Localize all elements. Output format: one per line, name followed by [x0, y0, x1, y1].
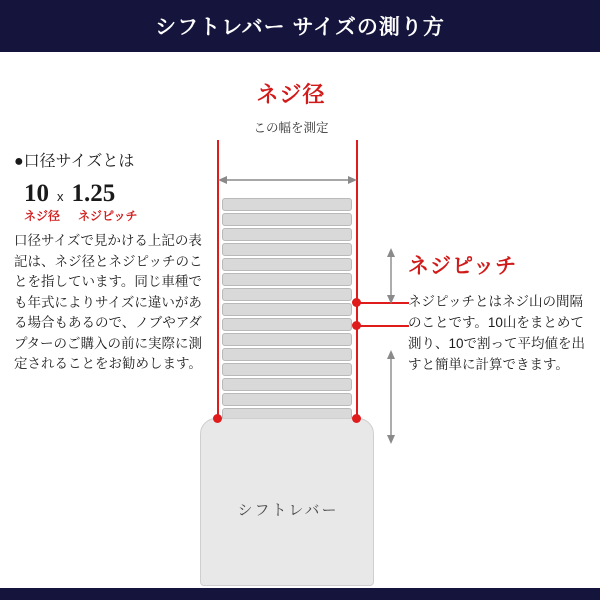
left-description-paragraph: 口径サイズで見かける上記の表記は、ネジ径とネジピッチのことを指しています。同じ車種でも年式によりサイズに違いがある場合もあるので、ノブやアダプターのご購入の前に実際に測定されることをお勧めします。: [14, 233, 203, 372]
size-separator: x: [57, 189, 64, 204]
thread-segment: [222, 228, 352, 241]
neji-kei-title: ネジ径: [256, 82, 326, 107]
double-arrow-vertical-icon: [382, 248, 400, 444]
page-title: シフトレバー サイズの測り方: [155, 16, 445, 39]
thread-segment: [222, 273, 352, 286]
thread-segment: [222, 378, 352, 391]
size-label-neji-pitch: ネジピッチ: [78, 209, 138, 223]
size-label-neji-kei: ネジ径: [24, 209, 61, 223]
thread-segment: [222, 288, 352, 301]
right-description-paragraph: ネジピッチとはネジ山の間隔のことです。10山をまとめて測り、10で割って平均値を出すと簡単に計算できます。: [408, 294, 586, 372]
size-major-value: 10: [24, 180, 49, 207]
size-example: [24, 181, 204, 206]
thread-segment: [222, 363, 352, 376]
thread-segment: [222, 198, 352, 211]
thread-segment: [222, 393, 352, 406]
shift-lever-body: [200, 418, 374, 586]
thread-segment: [222, 243, 352, 256]
measure-point-dot-icon: [213, 414, 222, 423]
thread-stack: [222, 198, 352, 418]
thread-segment: [222, 258, 352, 271]
measure-width-caption: この幅を測定: [253, 121, 329, 135]
footer-bar: [0, 588, 600, 600]
double-arrow-horizontal-icon: [218, 174, 357, 186]
page-header: [0, 0, 600, 52]
shift-lever-diagram: [196, 78, 386, 588]
neji-pitch-title: ネジピッチ: [408, 255, 518, 278]
right-text-column: [408, 250, 588, 376]
size-minor-value: 1.25: [71, 180, 116, 207]
thread-segment: [222, 318, 352, 331]
kokei-size-heading: ●口径サイズとは: [14, 153, 135, 170]
measure-point-dot-icon: [352, 414, 361, 423]
shift-lever-label: シフトレバー: [237, 502, 339, 519]
size-example-labels: [24, 207, 204, 224]
thread-segment: [222, 213, 352, 226]
thread-segment: [222, 303, 352, 316]
thread-segment: [222, 333, 352, 346]
thread-segment: [222, 348, 352, 361]
left-text-column: [14, 148, 204, 375]
